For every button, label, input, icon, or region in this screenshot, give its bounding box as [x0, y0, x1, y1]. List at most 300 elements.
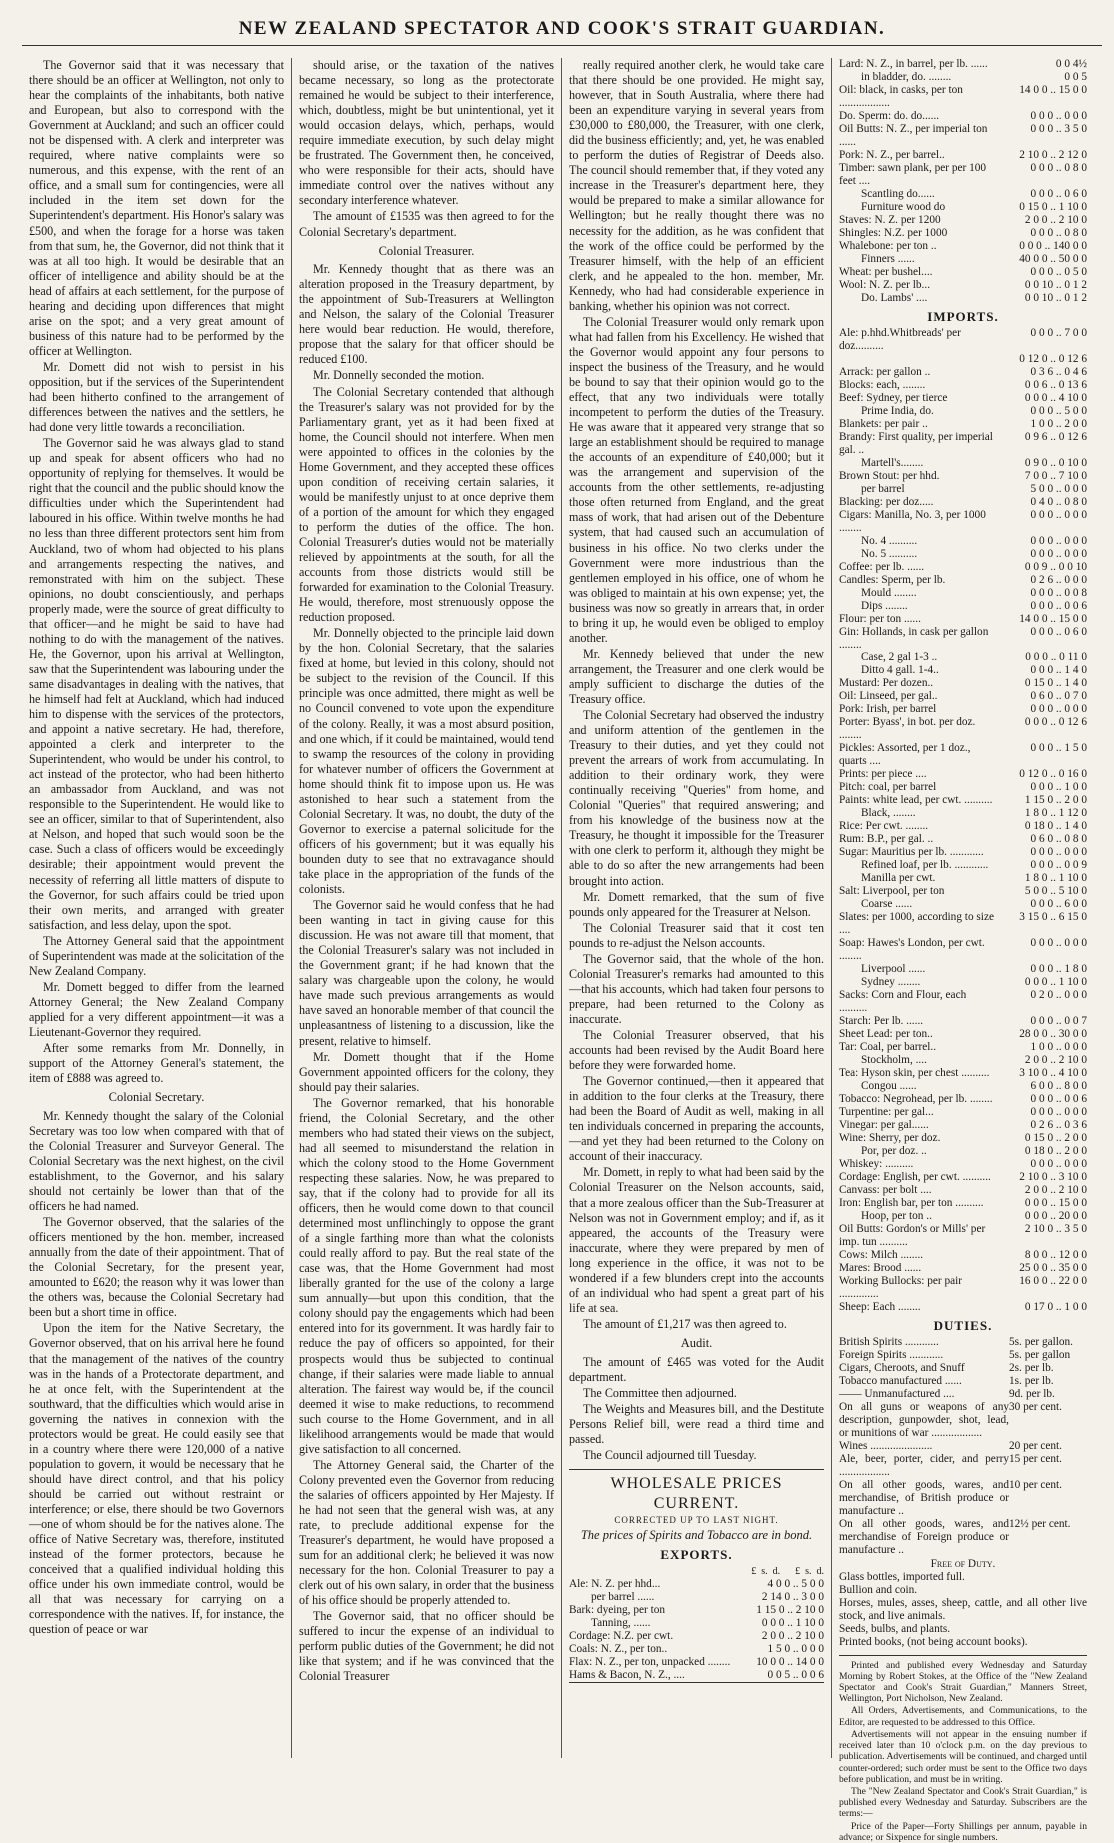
price-item: Working Bullocks: per pair .............. [839, 1274, 963, 1300]
price-item: Oil: Linseed, per gal.. [839, 690, 938, 703]
price-value: 0 0 0 .. 1 10 0 [761, 1616, 824, 1629]
article-paragraph: The Governor continued,—then it appeared that in addition to the four clerks at the Treasury, there had been the Board of Audit as well, making in all ten individuals concerned in preparing the accounts,—and yet they had been returned to the Colony on account of their inaccuracy. [569, 1074, 824, 1164]
duty-rate: 30 per cent. [1009, 1400, 1063, 1413]
currency-column-head: £ s. d. £ s. d. [751, 1565, 824, 1577]
price-value: 0 0 0 .. 0 0 0 [1030, 1157, 1087, 1170]
price-value: 0 0 0 .. 5 0 0 [1030, 404, 1087, 417]
price-item: Iron: English bar, per ton .......... [839, 1196, 984, 1209]
price-item: Sydney ........ [861, 976, 921, 989]
article-paragraph: The amount of £1535 was then agreed to for the Colonial Secretary's department. [299, 209, 554, 239]
price-row [839, 227, 1087, 240]
free-item: Horses, mules, asses, sheep, cattle, and all other live stock, and live animals. [839, 1596, 1087, 1622]
price-item: Liverpool ...... [861, 963, 926, 976]
price-row [839, 859, 1087, 872]
price-value: 2 14 0 .. 3 0 0 [761, 1591, 824, 1603]
price-item: Staves: N. Z. per 1200 [839, 213, 941, 226]
price-value: 0 0 5 .. 0 0 6 [767, 1668, 824, 1681]
price-row [839, 392, 1087, 405]
price-row [839, 613, 1087, 626]
price-value: 14 0 0 .. 15 0 0 [1019, 83, 1087, 96]
duty-row [839, 1375, 1087, 1388]
price-value: 5 0 0 .. 0 0 0 [1030, 482, 1087, 495]
price-value: 0 17 0 .. 1 0 0 [1024, 1300, 1087, 1313]
price-item: Do. Sperm: do. do...... [839, 109, 940, 122]
columns [22, 58, 1102, 1843]
price-row [839, 201, 1087, 214]
article-paragraph: The Governor said that it was necessary that there should be an officer at Wellington, not only to hear the complaints of the inhabitants, both native and European, but also to correspond with the Government at Auckland; and such an officer could not be dispensed with. A clerk and interpreter was required, where native complaints were so numerous, and this expense, with the rent of an office, and a small sum for contingencies, were all included in the item set down for the Superintendent's department. His Honor's salary was £500, and when the forage for a horse was taken from that sum, he, the Governor, did not think that it was at all too high. It would be desirable that an officer of intelligence and ability should be at the head of affairs at each settlement, for the purpose of hearing and deciding upon differences that might arise on the spot; and a very great amount of business of this nature had to be performed by the officer at Wellington. [29, 58, 284, 358]
price-item: Por, per doz. .. [861, 1144, 927, 1157]
price-value: 2 10 0 .. 3 10 0 [1019, 1170, 1087, 1183]
article-paragraph: The Weights and Measures bill, and the Destitute Persons Relief bill, were read a third time and passed. [569, 1401, 824, 1446]
price-row [839, 626, 1087, 652]
price-item: Hoop, per ton .. [861, 1209, 932, 1222]
price-item: Pork: N. Z., per barrel.. [839, 148, 945, 161]
duties-table [839, 1336, 1087, 1557]
duty-row [839, 1336, 1087, 1349]
price-row [839, 846, 1087, 859]
price-item: Tar: Coal, per barrel.. [839, 1041, 937, 1054]
price-row [839, 1067, 1087, 1080]
price-row [839, 820, 1087, 833]
column-1 [22, 58, 292, 1758]
price-value: 3 15 0 .. 6 15 0 [1019, 911, 1087, 924]
price-item: Turpentine: per gal... [839, 1105, 934, 1118]
article-paragraph: Mr. Domett thought that if the Home Government appointed officers for the colony, they should pay their salaries. [299, 1049, 554, 1094]
price-item: Starch: Per lb. ...... [839, 1015, 924, 1028]
price-item: Case, 2 gal 1-3 .. [861, 651, 938, 664]
article-paragraph: The Attorney General said, the Charter of the Colony prevented even the Governor from reducing the salaries of officers appointed by Her Majesty. If he had not seen that the general wish was, at any rate, to preclude additional expense for the Treasurer's department, he would have proposed a sum for an additional clerk; he believed it was now necessary for the hon. Colonial Treasurer to pay a clerk out of his own salary, in order that the business of his office should be properly attended to. [299, 1457, 554, 1608]
price-value: 0 0 0 .. 0 6 0 [1030, 625, 1087, 638]
imports-heading: IMPORTS. [927, 308, 999, 324]
article-paragraph: Mr. Domett, in reply to what had been said by the Colonial Treasurer on the Nelson accounts, said, that a more zealous officer than the Sub-Treasurer at Nelson was not in Government employ; and if, as it appeared, the accounts of the Treasury were inaccurate, where they were prepared by men of long experience in the office, it was not to be wondered if a few blunders crept into the accounts of an individual who had spent a great part of his life at sea. [569, 1165, 824, 1315]
price-value: 2 10 0 .. 3 5 0 [1024, 1222, 1087, 1235]
price-row [839, 123, 1087, 149]
duty-item: On all other goods, wares, and merchandise, of British produce or manufacture .. [839, 1478, 1009, 1517]
price-row [839, 483, 1087, 496]
price-item: Wheat: per bushel.... [839, 265, 933, 278]
price-value: 0 4 0 .. 0 8 0 [1030, 495, 1087, 508]
price-value: 0 0 0 .. 0 0 0 [1030, 846, 1087, 859]
price-value: 0 2 6 .. 0 0 0 [1030, 573, 1087, 586]
price-item: Scantling do...... [861, 187, 935, 200]
duties-heading: DUTIES. [933, 1317, 993, 1333]
duty-item: On all other goods, wares, and merchandise of Foreign produce or manufacture .. [839, 1517, 1009, 1556]
price-item: per barrel [861, 482, 905, 495]
article-paragraph: The amount of £1,217 was then agreed to. [583, 1316, 787, 1331]
price-item: Furniture wood do [861, 200, 946, 213]
price-item: Oil: black, in casks, per ton .................. [839, 83, 963, 109]
price-value: 2 0 0 .. 2 10 0 [1024, 1183, 1087, 1196]
free-item: Glass bottles, imported full. [839, 1570, 965, 1583]
price-item: Salt: Liverpool, per ton [839, 885, 945, 898]
price-value: 0 0 0 .. 0 8 0 [1030, 161, 1087, 174]
article-paragraph: The amount of £465 was voted for the Audit department. [569, 1354, 824, 1384]
price-value: 0 0 0 .. 0 0 0 [1030, 508, 1087, 521]
article-paragraph: The Colonial Treasurer said that it cost ten pounds to re-adjust the Nelson accounts. [569, 920, 824, 950]
price-value: 1 15 0 .. 2 0 0 [1024, 794, 1087, 807]
price-value: 0 0 0 .. 1 0 0 [1030, 781, 1087, 794]
price-row [839, 742, 1087, 768]
article-paragraph: The Governor said he was always glad to stand up and speak for absent officers who had no opportunity of replying for themselves. It would be right that the council and the public should know the difficulties under which the Superintendent had laboured in his office. Within twelve months he had no less than three different protectors sent him from Auckland, two of whom had objected to his plans and arrangements respecting the natives, and remonstrated with him on the subject. These opinions, no doubt conscientiously, and perhaps properly made, were the source of great difficulty to that officer—and he might be said to have had nothing to do with the management of the natives. He, the Governor, upon his arrival at Wellington, saw that the Superintendent was labouring under the same disadvantages in dealing with the natives, that he himself had felt at Auckland, which had induced him to dispense with the services of the protectors, and appoint a native secretary. He had, therefore, appointed a clerk and interpreter to the Superintendent, who would be under his control, to act instead of the protector, who had been hitherto an ambassador from Auckland, and was not responsible to the Superintendent. He would like to see an officer, similar to that of Superintendent, also at Nelson, and hoped that such would soon be the case. Such a class of officers would be exceedingly desirable; their appointment would prevent the necessity of referring all little matters of dispute to the Governor, for such affairs could be tried upon their own merits, and arranged with greater satisfaction, and less delay, upon the spot. [29, 436, 284, 932]
price-value: 0 18 0 .. 2 0 0 [1024, 1144, 1087, 1157]
article-paragraph: Mr. Domett did not wish to persist in his opposition, but if the services of the Superintendent had been hitherto confined to the arrangement of differences between the natives and the settlers, he had done very little towards a reconciliation. [29, 359, 284, 435]
price-value: 28 0 0 .. 30 0 0 [1019, 1028, 1087, 1041]
price-item: Gin: Hollands, in cask per gallon ........ [839, 625, 989, 651]
price-item: Cows: Milch ........ [839, 1248, 924, 1261]
article-paragraph: The Governor said, that no officer should be suffered to incur the expense of an individual to perform public duties of the Government; he did not like that system; and if he was convinced that the Colonial Treasurer [299, 1609, 554, 1684]
price-item: Blocks: each, ........ [839, 378, 926, 391]
price-value: 0 0 0 .. 0 8 0 [1030, 226, 1087, 239]
price-item: Pitch: coal, per barrel [839, 781, 937, 794]
price-value: 8 0 0 .. 12 0 0 [1024, 1248, 1087, 1261]
article-paragraph: The Colonial Treasurer would only remark upon what had fallen from his Excellency. He wished that the Governor would appoint any four persons to inspect the business of the Treasury, and he would be bound to say that their opinion would go to the effect, that any two individuals were totally incompetent to perform the duties of the Treasury. He was aware that it appeared very strange that so large an establishment should be required to manage the accounts of an expenditure of £40,000; but it was the arrangement and supervision of the accounts from the other settlements, re-adjusting those often returned from England, and the great mass of work, that had arisen out of the Debenture system, that had caused such an accumulation of business in his office. No two clerks under the Government were more industrious than the gentlemen employed in his office, one of whom he was obliged to maintain at his own expense; yet, the business was now so greatly in arrears that, in order to bring it up, he would even be obliged to employ another. [569, 314, 824, 645]
price-value: 1 15 0 .. 2 10 0 [756, 1603, 824, 1616]
price-value: 0 12 0 .. 0 16 0 [1019, 768, 1087, 781]
price-value: 6 0 0 .. 8 0 0 [1030, 1079, 1087, 1092]
price-value: 0 0 5 [1064, 70, 1087, 83]
price-value: 0 0 0 .. 0 0 9 [1030, 859, 1087, 872]
price-row [839, 110, 1087, 123]
price-item: in bladder, do. ........ [861, 70, 952, 83]
price-row [839, 253, 1087, 266]
price-value: 0 0 0 .. 0 0 0 [1030, 109, 1087, 122]
price-value: 0 0 0 .. 0 0 0 [1030, 937, 1087, 950]
duty-item: Cigars, Cheroots, and Snuff [839, 1361, 965, 1374]
price-row [839, 214, 1087, 227]
duty-row [839, 1440, 1087, 1453]
price-item: Tobacco: Negrohead, per lb. ........ [839, 1092, 993, 1105]
price-row [839, 1249, 1087, 1262]
price-item: Flour: per ton ...... [839, 612, 921, 625]
price-item: Ditto 4 gall. 1-4.. [861, 664, 939, 677]
price-value: 0 9 6 .. 0 12 6 [1024, 430, 1087, 443]
price-item: Brandy: First quality, per imperial gal. .. [839, 430, 993, 456]
price-row [839, 1223, 1087, 1249]
duty-rate: 1s. per lb. [1009, 1374, 1054, 1387]
imprint-paragraph: Printed and published every Wednesday and Saturday Morning by Robert Stokes, at the Office of the "New Zealand Spectator and Cook's Strait Guardian," Manners Street, Wellington, Port Nicholson, New Zealand. [839, 1659, 1087, 1705]
price-value: 0 0 0 .. 0 0 0 [1030, 547, 1087, 560]
price-item: Do. Lambs' .... [861, 291, 928, 304]
price-row [839, 963, 1087, 976]
price-item: Canvass: per bolt .... [839, 1183, 932, 1196]
duty-item: British Spirits ............ [839, 1335, 939, 1348]
price-item: Refined loaf, per lb. ............ [861, 859, 989, 872]
imprint-paragraph: All Orders, Advertisements, and Communications, to the Editor, are requested to be addressed to this Office. [839, 1705, 1087, 1728]
duty-row [839, 1388, 1087, 1401]
section-heading: Audit. [680, 1335, 713, 1350]
price-row [839, 1275, 1087, 1301]
price-row [839, 1080, 1087, 1093]
price-value: 0 15 0 .. 2 0 0 [1024, 1131, 1087, 1144]
price-row [569, 1643, 824, 1656]
price-item: Tanning, ...... [591, 1616, 651, 1629]
free-item: Bullion and coin. [839, 1583, 918, 1596]
price-value: 0 0 0 .. 0 0 0 [1030, 534, 1087, 547]
price-row [839, 833, 1087, 846]
price-row [839, 1184, 1087, 1197]
price-item [839, 353, 995, 366]
price-row [839, 266, 1087, 279]
duty-row [839, 1362, 1087, 1375]
price-row [839, 149, 1087, 162]
duty-item: Tobacco manufactured ...... [839, 1374, 962, 1387]
price-value: 10 0 0 .. 14 0 0 [756, 1655, 824, 1668]
price-value: 1 0 0 .. 2 0 0 [1030, 417, 1087, 430]
duty-row [839, 1518, 1087, 1557]
duty-row [839, 1349, 1087, 1362]
price-row [839, 716, 1087, 742]
article-paragraph: After some remarks from Mr. Donnelly, in support of the Attorney General's statement, the item of £888 was agreed to. [29, 1041, 284, 1086]
price-value: 0 0 0 .. 140 0 0 [1019, 239, 1087, 252]
price-value: 25 0 0 .. 35 0 0 [1019, 1261, 1087, 1274]
article-paragraph: The Attorney General said that the appointment of Superintendent was made at the solicitation of the New Zealand Company. [29, 933, 284, 978]
price-item: Mustard: Per dozen.. [839, 677, 934, 690]
price-value: 0 0 0 .. 15 0 0 [1024, 1196, 1087, 1209]
price-row [839, 470, 1087, 483]
price-item: Blacking: per doz..... [839, 495, 934, 508]
price-value: 5 0 0 .. 5 10 0 [1024, 885, 1087, 898]
price-item: Sheet Lead: per ton.. [839, 1028, 933, 1041]
duty-item: Foreign Spirits ............ [839, 1348, 944, 1361]
exports-heading: EXPORTS. [660, 1547, 733, 1563]
price-row [839, 431, 1087, 457]
column-3 [562, 58, 832, 1758]
price-row [569, 1656, 824, 1669]
price-item: Ale: p.hhd.Whitbreads' per doz.......... [839, 326, 961, 352]
price-row [569, 1669, 824, 1682]
price-value: 0 0 0 .. 20 0 0 [1024, 1209, 1087, 1222]
price-row [839, 496, 1087, 509]
price-item: Mould ........ [861, 586, 917, 599]
price-row [839, 162, 1087, 188]
price-item: Vinegar: per gal...... [839, 1118, 929, 1131]
article-paragraph: really required another clerk, he would take care that there should be one provided. He might say, however, that in South Australia, where there had been an expenditure varying in several years from £30,000 to £80,000, the Treasurer, with one clerk, did the business efficiently; and, yet, he was enabled to perform the duties of Registrar of Deeds also. The council should remember that, if they voted any increase in the Treasurer's department here, they would be prepared to make a similar allowance for Wellington; but he really thought there was no necessity for the addition, as he was confident that the work of the office could be performed by the Treasurer himself, with the help of an efficient clerk, and he appealed to the hon. member, Mr. Kennedy, who had had considerable experience in banking, whether his opinion was not correct. [569, 58, 824, 313]
price-item: Coals: N. Z., per ton.. [569, 1642, 668, 1655]
duty-rate: 15 per cent. [1009, 1452, 1063, 1465]
masthead: NEW ZEALAND SPECTATOR AND COOK'S STRAIT GUARDIAN. [22, 18, 1102, 46]
price-row [839, 911, 1087, 937]
article-paragraph: Mr. Domett remarked, that the sum of five pounds only appeared for the Treasurer at Nelson. [569, 889, 824, 919]
price-item: Candles: Sperm, per lb. [839, 573, 946, 586]
price-value: 0 0 0 .. 0 11 0 [1025, 651, 1087, 664]
section-heading: Colonial Secretary. [108, 1090, 205, 1105]
price-value: 0 12 0 .. 0 12 6 [1019, 352, 1087, 365]
price-value: 0 0 0 .. 0 0 6 [1030, 599, 1087, 612]
article-paragraph: The Colonial Secretary had observed the industry and uniform attention of the gentlemen in the Treasury to their duties, and yet they could not prevent the arrears of work from accumulating. In addition to their ordinary work, they were continually receiving "Queries" from home, and Colonial "Queries" that required answering; and from his knowledge of the business now at the Treasury, he thought it impossible for the Treasurer with one clerk to perform it, although they might be able to do so after the new arrangements had been brought into action. [569, 708, 824, 888]
price-row [839, 1041, 1087, 1054]
price-row [839, 240, 1087, 253]
price-row [839, 71, 1087, 84]
price-row [839, 807, 1087, 820]
price-value: 0 0 0 .. 0 0 8 [1030, 586, 1087, 599]
price-item: Prime India, do. [861, 404, 934, 417]
price-value: 0 0 0 .. 0 0 7 [1030, 1015, 1087, 1028]
price-item: Sugar: Mauritius per lb. ............ [839, 846, 984, 859]
price-value: 0 0 0 .. 1 10 0 [1024, 976, 1087, 989]
price-value: 0 0 0 .. 1 4 0 [1030, 664, 1087, 677]
price-item: Arrack: per gallon .. [839, 365, 931, 378]
price-value: 0 0 0 .. 0 5 0 [1030, 265, 1087, 278]
price-value: 14 0 0 .. 15 0 0 [1019, 612, 1087, 625]
price-row [839, 58, 1087, 71]
price-value: 0 15 0 .. 1 10 0 [1019, 200, 1087, 213]
column-4 [832, 58, 1094, 1843]
duty-rate: 10 per cent. [1009, 1478, 1063, 1491]
duty-item: Ale, beer, porter, cider, and perry .................. [839, 1452, 1009, 1478]
price-row [839, 1132, 1087, 1145]
price-value: 0 0 9 .. 0 0 10 [1024, 560, 1087, 573]
duty-rate: 5s. per gallon. [1009, 1335, 1074, 1348]
price-row [839, 418, 1087, 431]
price-row [839, 989, 1087, 1015]
price-item: Timber: sawn plank, per per 100 feet .... [839, 161, 987, 187]
price-row [839, 651, 1087, 664]
duty-row [839, 1401, 1087, 1440]
duty-item: On all guns or weapons of any description, gunpowder, shot, lead, or munitions of war .................. [839, 1400, 1009, 1439]
wholesale-subtitle: CORRECTED UP TO LAST NIGHT. [614, 1514, 779, 1525]
price-item: Pickles: Assorted, per 1 doz., quarts .... [839, 742, 971, 768]
price-row [839, 664, 1087, 677]
price-item: Cigars: Manilla, No. 3, per 1000 ........ [839, 508, 986, 534]
duty-rate: 9d. per lb. [1009, 1387, 1055, 1400]
price-item: Blankets: per pair .. [839, 417, 928, 430]
publisher-imprint [839, 1655, 1087, 1843]
article-paragraph: Mr. Kennedy believed that under the new arrangement, the Treasurer and one clerk would be amply sufficient to discharge the duties of the Treasury office. [569, 646, 824, 706]
free-item: Seeds, bulbs, and plants. [839, 1622, 951, 1635]
price-value: 0 0 0 .. 1 8 0 [1030, 963, 1087, 976]
price-row [839, 1301, 1087, 1314]
imports-table [839, 327, 1087, 1314]
price-item: Oil Butts: N. Z., per imperial ton ...... [839, 122, 988, 148]
price-item: Coffee: per lb. ...... [839, 560, 925, 573]
price-item: Cordage: English, per cwt. .......... [839, 1170, 991, 1183]
price-value: 0 0 0 .. 0 12 6 [1024, 716, 1087, 729]
price-row [839, 353, 1087, 366]
imprint-paragraph: The "New Zealand Spectator and Cook's Strait Guardian," is published every Wednesday and Saturday. Subscribers are the terms:— [839, 1785, 1087, 1820]
price-item: Lard: N. Z., in barrel, per lb. ...... [839, 58, 988, 70]
price-value: 2 10 0 .. 2 12 0 [1019, 148, 1087, 161]
wholesale-note: The prices of Spirits and Tobacco are in bond. [580, 1527, 813, 1542]
price-item: Tea: Hyson skin, per chest .......... [839, 1066, 990, 1079]
price-value: 0 6 0 .. 0 7 0 [1030, 690, 1087, 703]
price-row [569, 1617, 824, 1630]
price-item: Soap: Hawes's London, per cwt. ........ [839, 937, 985, 963]
duty-rate: 5s. per gallon [1009, 1348, 1071, 1361]
price-item: Mares: Brood ...... [839, 1261, 922, 1274]
article-paragraph: Mr. Domett begged to differ from the learned Attorney General; the New Zealand Company applied for a very different appointment—it was a Lieutenant-Governor they required. [29, 979, 284, 1039]
price-value: 0 2 6 .. 0 3 6 [1030, 1118, 1087, 1131]
free-of-duty-heading: Free of Duty. [930, 1557, 996, 1570]
price-item: Slates: per 1000, according to size .... [839, 911, 994, 937]
price-value: 1 8 0 .. 1 10 0 [1024, 872, 1087, 885]
price-item: Flax: N. Z., per ton, unpacked ........ [569, 1655, 731, 1668]
price-item: Wool: N. Z. per lb... [839, 278, 931, 291]
duty-item: Wines ...................... [839, 1439, 933, 1452]
article-paragraph: Mr. Kennedy thought the salary of the Colonial Secretary was too low when compared with that of the Colonial Treasurer and Surveyor General. The Colonial Secretary was the next highest, on the civil establishment, to the Governor, and his salary should not certainly be lower than that of the officers he had named. [29, 1108, 284, 1214]
price-item: Martell's........ [861, 456, 924, 469]
price-row [839, 535, 1087, 548]
price-value: 0 0 0 .. 3 5 0 [1030, 122, 1087, 135]
imprint-paragraph: Advertisements will not appear in the ensuing number if received later than 10 o'clock p.m. on the day previous to publication. Advertisements will be continued, and charged until counter-ordered; such order must be sent to the Office two days before publication, and must be in writing. [839, 1728, 1087, 1785]
wholesale-prices-box [569, 1469, 824, 1683]
price-row [839, 548, 1087, 561]
imprint-paragraph: Price of the Paper—Forty Shillings per annum, payable in advance; or Sixpence for single numbers. [839, 1820, 1087, 1843]
wholesale-title: WHOLESALE PRICES CURRENT. [610, 1474, 783, 1512]
price-row [839, 327, 1087, 353]
price-row [839, 379, 1087, 392]
price-row [839, 587, 1087, 600]
duty-rate: 2s. per lb. [1009, 1361, 1054, 1374]
price-value: 1 0 0 .. 0 0 0 [1030, 1041, 1087, 1054]
price-item: Black, ........ [861, 807, 916, 820]
price-value: 0 3 6 .. 0 4 6 [1030, 365, 1087, 378]
price-item: Wine: Sherry, per doz. [839, 1131, 941, 1144]
price-row [569, 1630, 824, 1643]
price-item: Cordage: N.Z. per cwt. [569, 1629, 674, 1642]
price-value: 0 0 0 .. 7 0 0 [1030, 326, 1087, 339]
price-item: Ale: N. Z. per hhd... [569, 1578, 661, 1591]
price-item: Coarse ...... [861, 898, 913, 911]
price-value: 0 0 0 .. 6 0 0 [1030, 898, 1087, 911]
price-row [839, 781, 1087, 794]
price-value: 0 0 0 .. 0 0 0 [1030, 703, 1087, 716]
price-value: 0 0 0 .. 4 10 0 [1024, 391, 1087, 404]
price-row [839, 574, 1087, 587]
price-row [839, 1262, 1087, 1275]
price-value: 0 0 10 .. 0 1 2 [1024, 291, 1087, 304]
price-item: Beef: Sydney, per tierce [839, 391, 948, 404]
price-row [839, 509, 1087, 535]
section-heading: Colonial Treasurer. [378, 243, 475, 258]
price-row [839, 976, 1087, 989]
price-item: Manilla per cwt. [861, 872, 936, 885]
article-paragraph: Mr. Donnelly seconded the motion. [313, 368, 485, 383]
price-value: 0 0 4½ [1055, 58, 1087, 70]
price-item: Shingles: N.Z. per 1000 [839, 226, 948, 239]
price-value: 0 0 6 .. 0 13 6 [1024, 378, 1087, 391]
price-row [839, 794, 1087, 807]
price-item: Brown Stout: per hhd. [839, 469, 940, 482]
price-row [839, 279, 1087, 292]
price-row [839, 1015, 1087, 1028]
article-paragraph: The Governor observed, that the salaries of the officers mentioned by the hon. member, increased annually from the date of their appointment. That of the Colonial Secretary, for the present year, amounted to £620; the reason why it was lower than the others was, because the Colonial Secretary had been but a short time in office. [29, 1215, 284, 1320]
price-item: No. 5 .......... [861, 547, 918, 560]
price-row [839, 1158, 1087, 1171]
price-row [839, 1145, 1087, 1158]
price-row [839, 405, 1087, 418]
price-value: 0 2 0 .. 0 0 0 [1030, 989, 1087, 1002]
article-paragraph: should arise, or the taxation of the natives became necessary, so long as the protectorate remained he would be subject to their interference, which, doubtless, might be but unintentional, yet it would occasion delays, which, perhaps, would require immediate execution, by such delay might be frustrated. The Government then, he conceived, who were responsible for their acts, should have immediate control over the natives without any secondary interference whatever. [299, 58, 554, 208]
article-paragraph: The Committee then adjourned. [583, 1385, 737, 1400]
price-value: 40 0 0 .. 50 0 0 [1019, 252, 1087, 265]
price-value: 16 0 0 .. 22 0 0 [1019, 1274, 1087, 1287]
price-value: 0 9 0 .. 0 10 0 [1024, 456, 1087, 469]
price-row [839, 1093, 1087, 1106]
price-row [839, 457, 1087, 470]
article-paragraph: The Colonial Treasurer observed, that his accounts had been revised by the Audit Board here before they were forwarded home. [569, 1028, 824, 1073]
price-row [839, 677, 1087, 690]
price-item: Stockholm, .... [861, 1054, 927, 1066]
price-value: 0 18 0 .. 1 4 0 [1024, 820, 1087, 833]
price-row [839, 768, 1087, 781]
price-item: Dips ........ [861, 599, 908, 612]
price-item: Oil Butts: Gordon's or Mills' per imp. tun .......... [839, 1222, 986, 1248]
price-row [839, 885, 1087, 898]
article-paragraph: The Council adjourned till Tuesday. [583, 1447, 757, 1462]
price-item: Bark: dyeing, per ton [569, 1603, 666, 1616]
price-item: Paints: white lead, per cwt. .......... [839, 794, 993, 807]
price-row [839, 937, 1087, 963]
